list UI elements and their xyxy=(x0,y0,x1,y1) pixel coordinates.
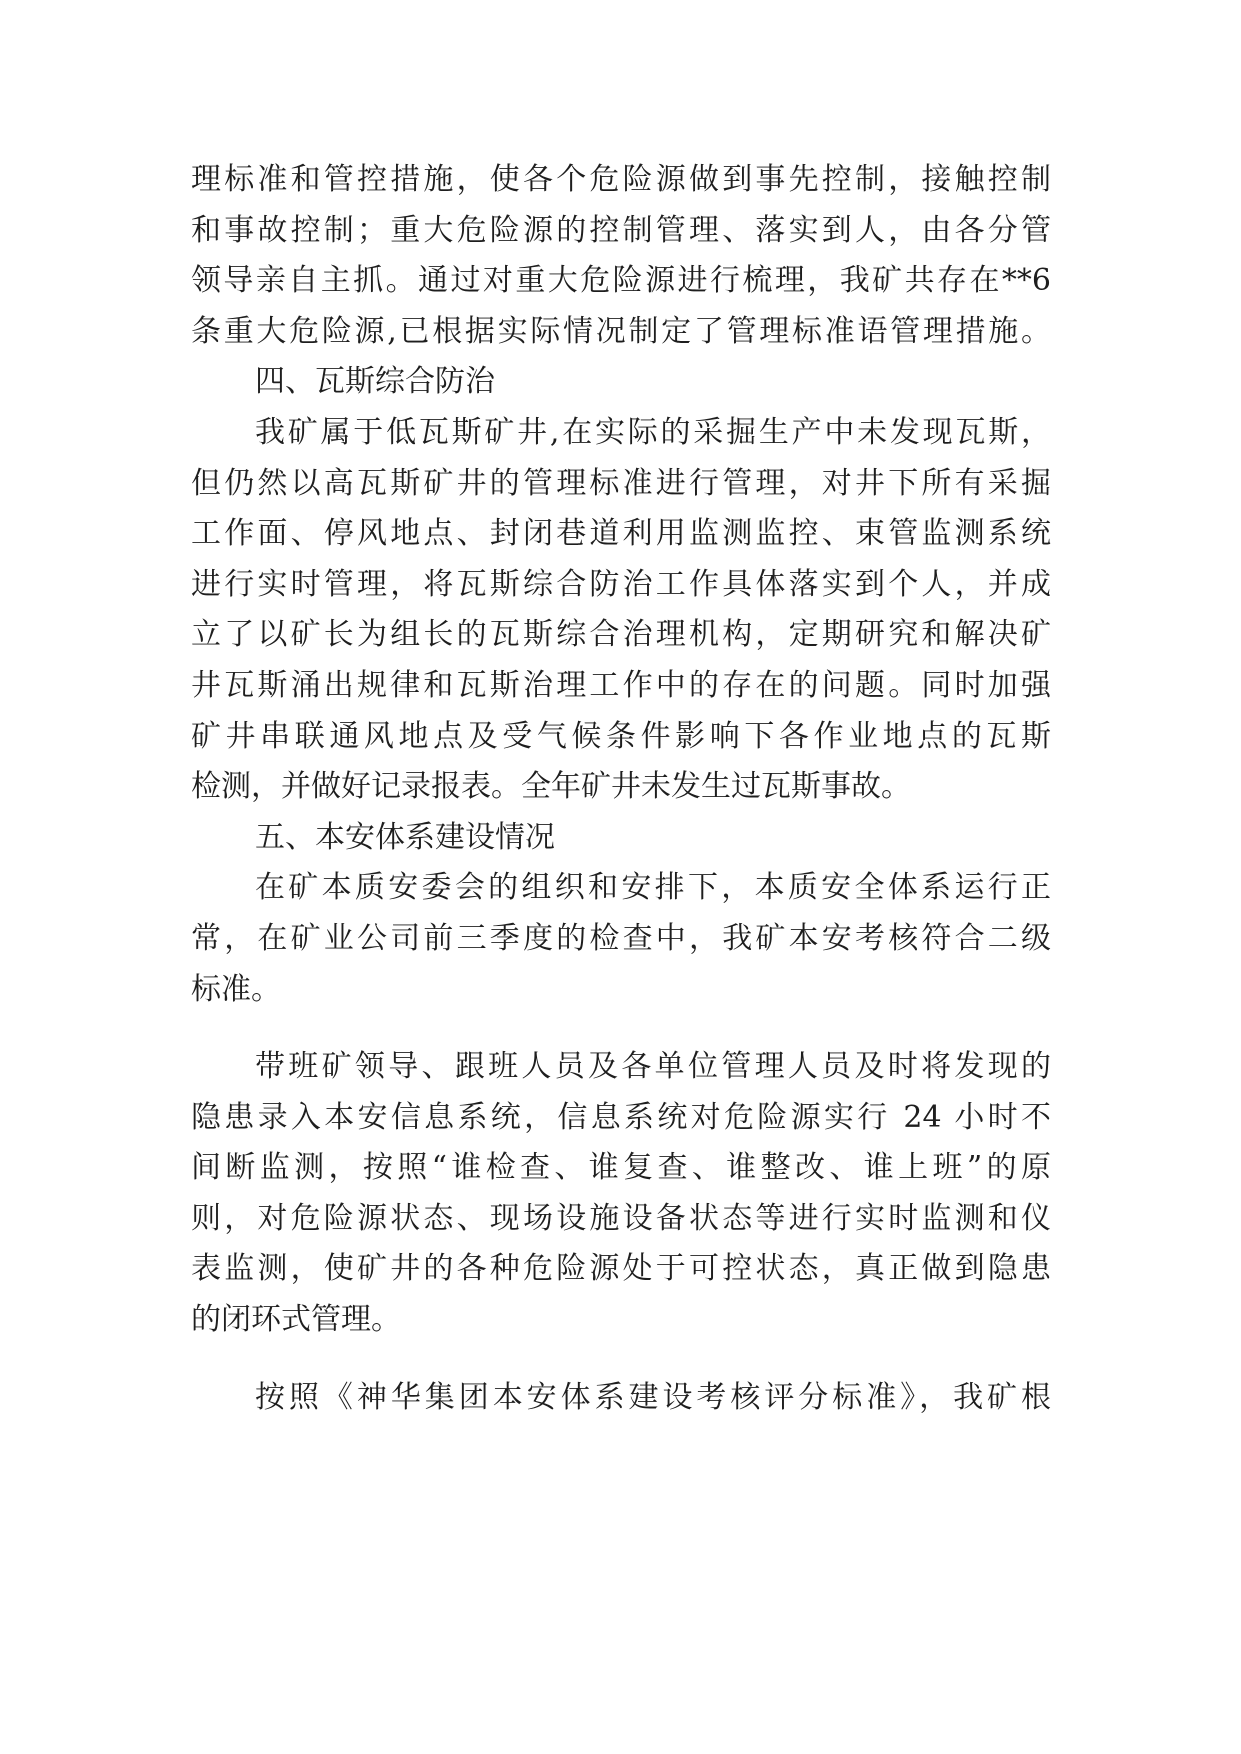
text-line: 我矿属于低瓦斯矿井,在实际的采掘生产中未发现瓦斯， xyxy=(255,414,1051,450)
text-line: 理标准和管控措施，使各个危险源做到事先控制，接触控制 xyxy=(191,162,1051,197)
text-line: 带班矿领导、跟班人员及各单位管理人员及时将发现的 xyxy=(255,1049,1051,1085)
text-line: 隐患录入本安信息系统，信息系统对危险源实行 24 小时不 xyxy=(191,1099,1051,1135)
text-line: 标准。 xyxy=(191,971,281,1007)
text-line: 条重大危险源,已根据实际情况制定了管理标准语管理措施。 xyxy=(191,313,1051,349)
text-line: 表监测，使矿井的各种危险源处于可控状态，真正做到隐患 xyxy=(191,1251,1051,1287)
text-line: 工作面、停风地点、封闭巷道利用监测监控、束管监测系统 xyxy=(191,516,1051,552)
body-text xyxy=(191,155,1051,1423)
text-line: 则，对危险源状态、现场设施设备状态等进行实时监测和仪 xyxy=(191,1200,1051,1236)
text-line: 井瓦斯涌出规律和瓦斯治理工作中的存在的问题。同时加强 xyxy=(191,667,1051,703)
text-line: 但仍然以高瓦斯矿井的管理标准进行管理，对井下所有采掘 xyxy=(191,465,1051,501)
text-line: 检测，并做好记录报表。全年矿井未发生过瓦斯事故。 xyxy=(191,769,911,805)
text-line: 的闭环式管理。 xyxy=(191,1302,401,1338)
text-line: 在矿本质安委会的组织和安排下，本质安全体系运行正 xyxy=(255,870,1051,906)
section-heading-safety-system: 五、本安体系建设情况 xyxy=(255,819,555,855)
text-line: 间断监测，按照“谁检查、谁复查、谁整改、谁上班”的原 xyxy=(191,1150,1051,1186)
text-line: 和事故控制；重大危险源的控制管理、落实到人，由各分管 xyxy=(191,212,1051,248)
text-line: 常，在矿业公司前三季度的检查中，我矿本安考核符合二级 xyxy=(191,920,1051,956)
text-line: 立了以矿长为组长的瓦斯综合治理机构，定期研究和解决矿 xyxy=(191,617,1051,653)
text-line: 领导亲自主抓。通过对重大危险源进行梳理，我矿共存在**6 xyxy=(191,263,1051,299)
text-line: 按照《神华集团本安体系建设考核评分标准》，我矿根 xyxy=(255,1379,1051,1415)
text-line: 进行实时管理，将瓦斯综合防治工作具体落实到个人，并成 xyxy=(191,566,1051,602)
section-heading-gas-control: 四、瓦斯综合防治 xyxy=(255,364,495,400)
text-line: 矿井串联通风地点及受气候条件影响下各作业地点的瓦斯 xyxy=(191,718,1051,754)
